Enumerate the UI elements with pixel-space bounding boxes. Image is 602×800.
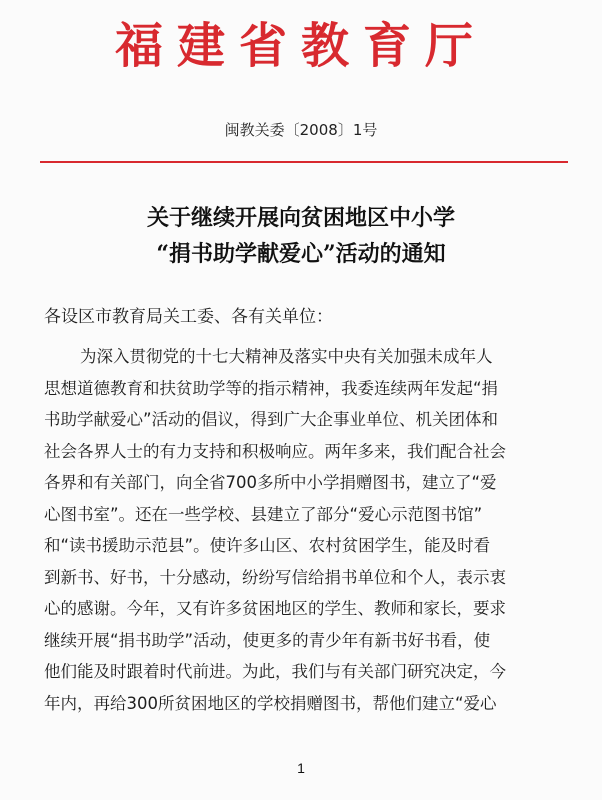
body-line: 年内，再给300所贫困地区的学校捐赠图书，帮他们建立“爱心	[44, 693, 497, 713]
body-line: 思想道德教育和扶贫助学等的指示精神，我委连续两年发起“捐	[44, 378, 499, 398]
notice-title-line-2: “捐书助学献爱心”活动的通知	[156, 241, 446, 267]
body-line: 为深入贯彻党的十七大精神及落实中央有关加强未成年人	[80, 347, 493, 366]
salutation: 各设区市教育局关工委、各有关单位：	[44, 307, 333, 327]
page-number: 1	[297, 760, 305, 776]
body-line: 书助学献爱心”活动的倡议，得到广大企事业单位、机关团体和	[44, 410, 499, 429]
notice-title-line-1: 关于继续开展向贫困地区中小学	[146, 205, 455, 231]
body-line: 心的感谢。今年，又有许多贫困地区的学生、教师和家长，要求	[44, 599, 506, 618]
body-line: 他们能及时跟着时代前进。为此，我们与有关部门研究决定，今	[44, 662, 506, 681]
document-number: 闽教关委〔2008〕1号	[224, 121, 378, 139]
notice-title	[0, 200, 602, 272]
body-line: 社会各界人士的有力支持和积极响应。两年多来，我们配合社会	[44, 441, 506, 461]
body-line: 和“读书援助示范县”。使许多山区、农村贫困学生，能及时看	[44, 536, 491, 555]
body-line: 继续开展“捐书助学”活动，使更多的青少年有新书好书看，使	[44, 630, 491, 650]
body-line: 各界和有关部门，向全省700多所中小学捐赠图书，建立了“爱	[44, 473, 497, 492]
body-line: 心图书室”。还在一些学校、县建立了部分“爱心示范图书馆”	[44, 504, 483, 524]
red-divider	[40, 161, 568, 163]
issuer-title: 福建省教育厅	[114, 18, 487, 74]
body-line: 到新书、好书，十分感动，纷纷写信给捐书单位和个人，表示衷	[44, 567, 506, 587]
body-text	[44, 341, 584, 719]
